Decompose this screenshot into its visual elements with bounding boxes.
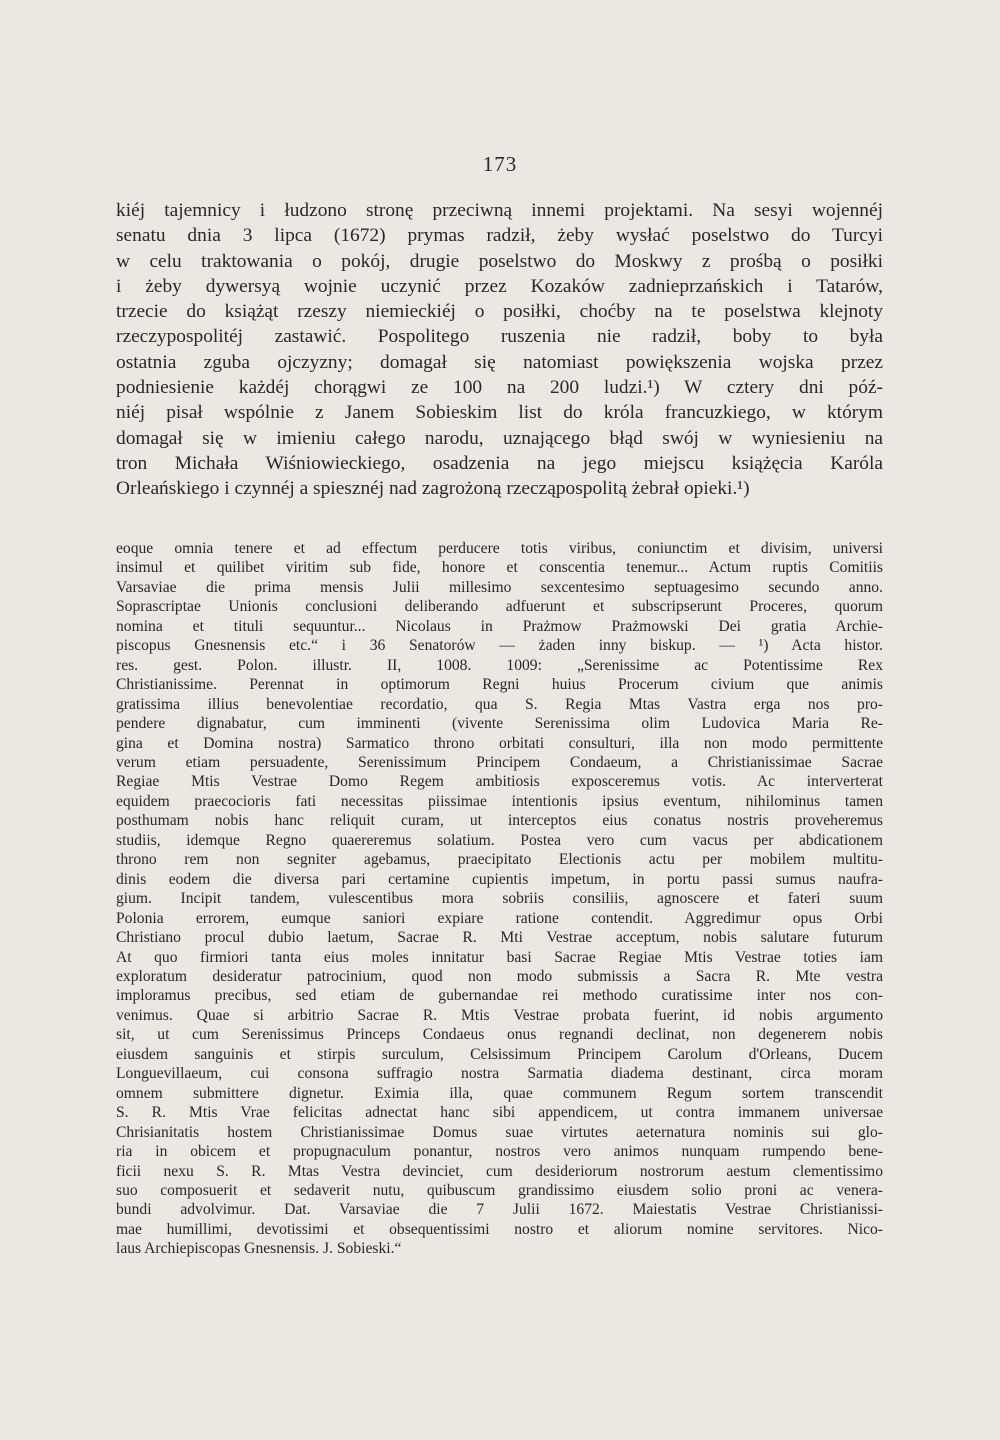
- footnote-line: laus Archiepiscopas Gnesnensis. J. Sobieski.“: [116, 1240, 402, 1258]
- footnote-line: verum etiam persuadente, Serenissimum Principem Condaeum, a Christianissimae Sacrae: [116, 753, 883, 771]
- footnote-line: pendere dignabatur, cum imminenti (vivente Serenissima olim Ludovica Maria Re-: [116, 715, 883, 733]
- footnote-line: ria in obicem et propugnaculum ponantur, nostros vero animos nunquam rumpendo bene-: [116, 1143, 883, 1161]
- footnote-line: exploratum desideratur patrocinium, quod non modo submissis a Sacra R. Mte vestra: [116, 967, 883, 985]
- footnote-line: gium. Incipit tandem, vulescentibus mora sobriis consiliis, agnoscere et fateri suum: [116, 890, 883, 908]
- footnote-line: throno rem non segniter agebamus, praecipitato Electionis actu per mobilem multitu-: [116, 851, 883, 869]
- footnote-line: Regiae Mtis Vestrae Domo Regem ambitiosis exposceremus votis. Ac interverterat: [116, 773, 883, 791]
- text-line: Orleańskiego i czynnéj a spiesznéj nad zagrożoną rzecząpospolitą żebrał opieki.¹): [116, 478, 750, 500]
- text-line: w celu traktowania o pokój, drugie poselstwo do Moskwy z prośbą o posiłki: [116, 250, 883, 272]
- footnote-line: sit, ut cum Serenissimus Princeps Condaeus onus regnandi declinat, non degenerem nobis: [116, 1026, 883, 1044]
- text-line: kiéj tajemnicy i łudzono stronę przeciwną innemi projektami. Na sesyi wojennéj: [116, 200, 883, 221]
- footnote-line: Christiano procul dubio laetum, Sacrae R. Mti Vestrae acceptum, nobis salutare futurum: [116, 929, 883, 947]
- footnote-line: dinis eodem die diversa pari certamine cupientis impetum, in portu passi sumus naufra-: [116, 870, 883, 888]
- text-line: niéj pisał wspólnie z Janem Sobieskim list do króla francuzkiego, w którym: [116, 402, 883, 424]
- footnote-line: gina et Domina nostra) Sarmatico throno orbitati consulturi, illa non modo permittente: [116, 734, 883, 752]
- text-line: tron Michała Wiśniowieckiego, osadzenia na jego miejscu książęcia Karóla: [116, 452, 883, 474]
- text-line: domagał się w imieniu całego narodu, uznającego błąd swój w wyniesieniu na: [116, 427, 883, 449]
- text-line: rzeczypospolitéj zastawić. Pospolitego ruszenia nie radził, boby to była: [116, 326, 883, 348]
- footnote-line: piscopus Gnesnensis etc.“ i 36 Senatorów — żaden inny biskup. — ¹) Acta histor.: [116, 637, 883, 655]
- footnote-line: Chrisianitatis hostem Christianissimae Domus suae virtutes aeternatura nominis sui glo-: [116, 1123, 883, 1141]
- footnote-line: eiusdem sanguinis et stirpis surculum, Celsissimum Principem Carolum d'Orleans, Ducem: [116, 1045, 883, 1063]
- footnote-line: bundi advolvimur. Dat. Varsaviae die 7 Julii 1672. Maiestatis Vestrae Christianissi-: [116, 1201, 883, 1219]
- text-line: i żeby dywersyą wojnie uczynić przez Kozaków zadnieprzańskich i Tatarów,: [116, 275, 883, 297]
- footnote-line: ficii nexu S. R. Mtas Vestra devinciet, cum desideriorum nostrorum aestum clementissimo: [116, 1162, 883, 1180]
- footnote-line: insimul et quilibet viritim sub fide, honore et conscentia tenemur... Actum ruptis Comitiis: [116, 559, 883, 577]
- footnote-line: omnem submittere dignetur. Eximia illa, quae communem Regum sortem transcendit: [116, 1084, 883, 1102]
- footnote-line: Polonia errorem, eumque saniori expiare ratione contendit. Aggredimur opus Orbi: [116, 909, 883, 927]
- footnote-line: suo composuerit et sedaverit nutu, quibuscum grandissimo eiusdem solio proni ac venera-: [116, 1181, 883, 1199]
- footnote-line: Soprascriptae Unionis conclusioni deliberando adfuerunt et subscripserunt Proceres, quorum: [116, 598, 883, 616]
- footnote-line: gratissima illius benevolentiae recordatio, qua S. Regia Mtas Vastra erga nos pro-: [116, 695, 883, 713]
- text-line: senatu dnia 3 lipca (1672) prymas radził, żeby wysłać poselstwo do Turcyi: [116, 225, 883, 247]
- footnote-line: res. gest. Polon. illustr. II, 1008. 1009: „Serenissime ac Potentissime Rex: [116, 656, 883, 674]
- footnote-line: eoque omnia tenere et ad effectum perducere totis viribus, coniunctim et divisim, universi: [116, 540, 883, 557]
- text-line: ostatnia zguba ojczyzny; domagał się natomiast powiększenia wojska przez: [116, 351, 883, 373]
- footnote-line: posthumam nobis hanc reliquit curam, ut interceptos eius conatus nostris proveheremus: [116, 812, 883, 830]
- footnote-line: venimus. Quae si arbitrio Sacrae R. Mtis Vestrae probata fuerint, id nobis argumento: [116, 1006, 883, 1024]
- footnote-line: equidem praecocioris fati necessitas piissimae intentionis ipsius eventum, nihilominus tamen: [116, 792, 883, 810]
- footnote-line: S. R. Mtis Vrae felicitas adnectat hanc sibi appendicem, ut contra immanem universae: [116, 1104, 883, 1122]
- text-line: trzecie do książąt rzeszy niemieckiéj o posiłki, choćby na te poselstwa klejnoty: [116, 301, 883, 323]
- footnote-line: Christianissime. Perennat in optimorum Regni huius Procerum civium que animis: [116, 676, 883, 694]
- footnote-text: [116, 539, 883, 1259]
- page-number: 173: [482, 152, 518, 176]
- footnote-line: Longuevillaeum, cui consona suffragio nostra Sarmatia diadema destinant, circa moram: [116, 1065, 883, 1083]
- footnote-line: At quo firmiori tanta eius moles innitatur basi Sacrae Regiae Mtis Vestrae toties iam: [116, 948, 883, 966]
- footnote-line: imploramus precibus, sed etiam de gubernandae rei methodo curatissime inter nos con-: [116, 987, 883, 1005]
- footnote-line: nomina et tituli sequuntur... Nicolaus in Prażmow Prażmowski Dei gratia Archie-: [116, 617, 883, 635]
- text-line: podniesienie każdéj chorągwi ze 100 na 200 ludzi.¹) W cztery dni póź-: [116, 377, 883, 399]
- footnote-line: mae humillimi, devotissimi et obsequentissimi nostro et aliorum nomine servitores. Nico-: [116, 1220, 883, 1238]
- footnote-line: Varsaviae die prima mensis Julii millesimo sexcentesimo septuagesimo secundo anno.: [116, 578, 883, 596]
- footnote-line: studiis, idemque Regno quaereremus solatium. Postea vero cum vacus per abdicationem: [116, 831, 883, 849]
- main-text: [116, 198, 883, 502]
